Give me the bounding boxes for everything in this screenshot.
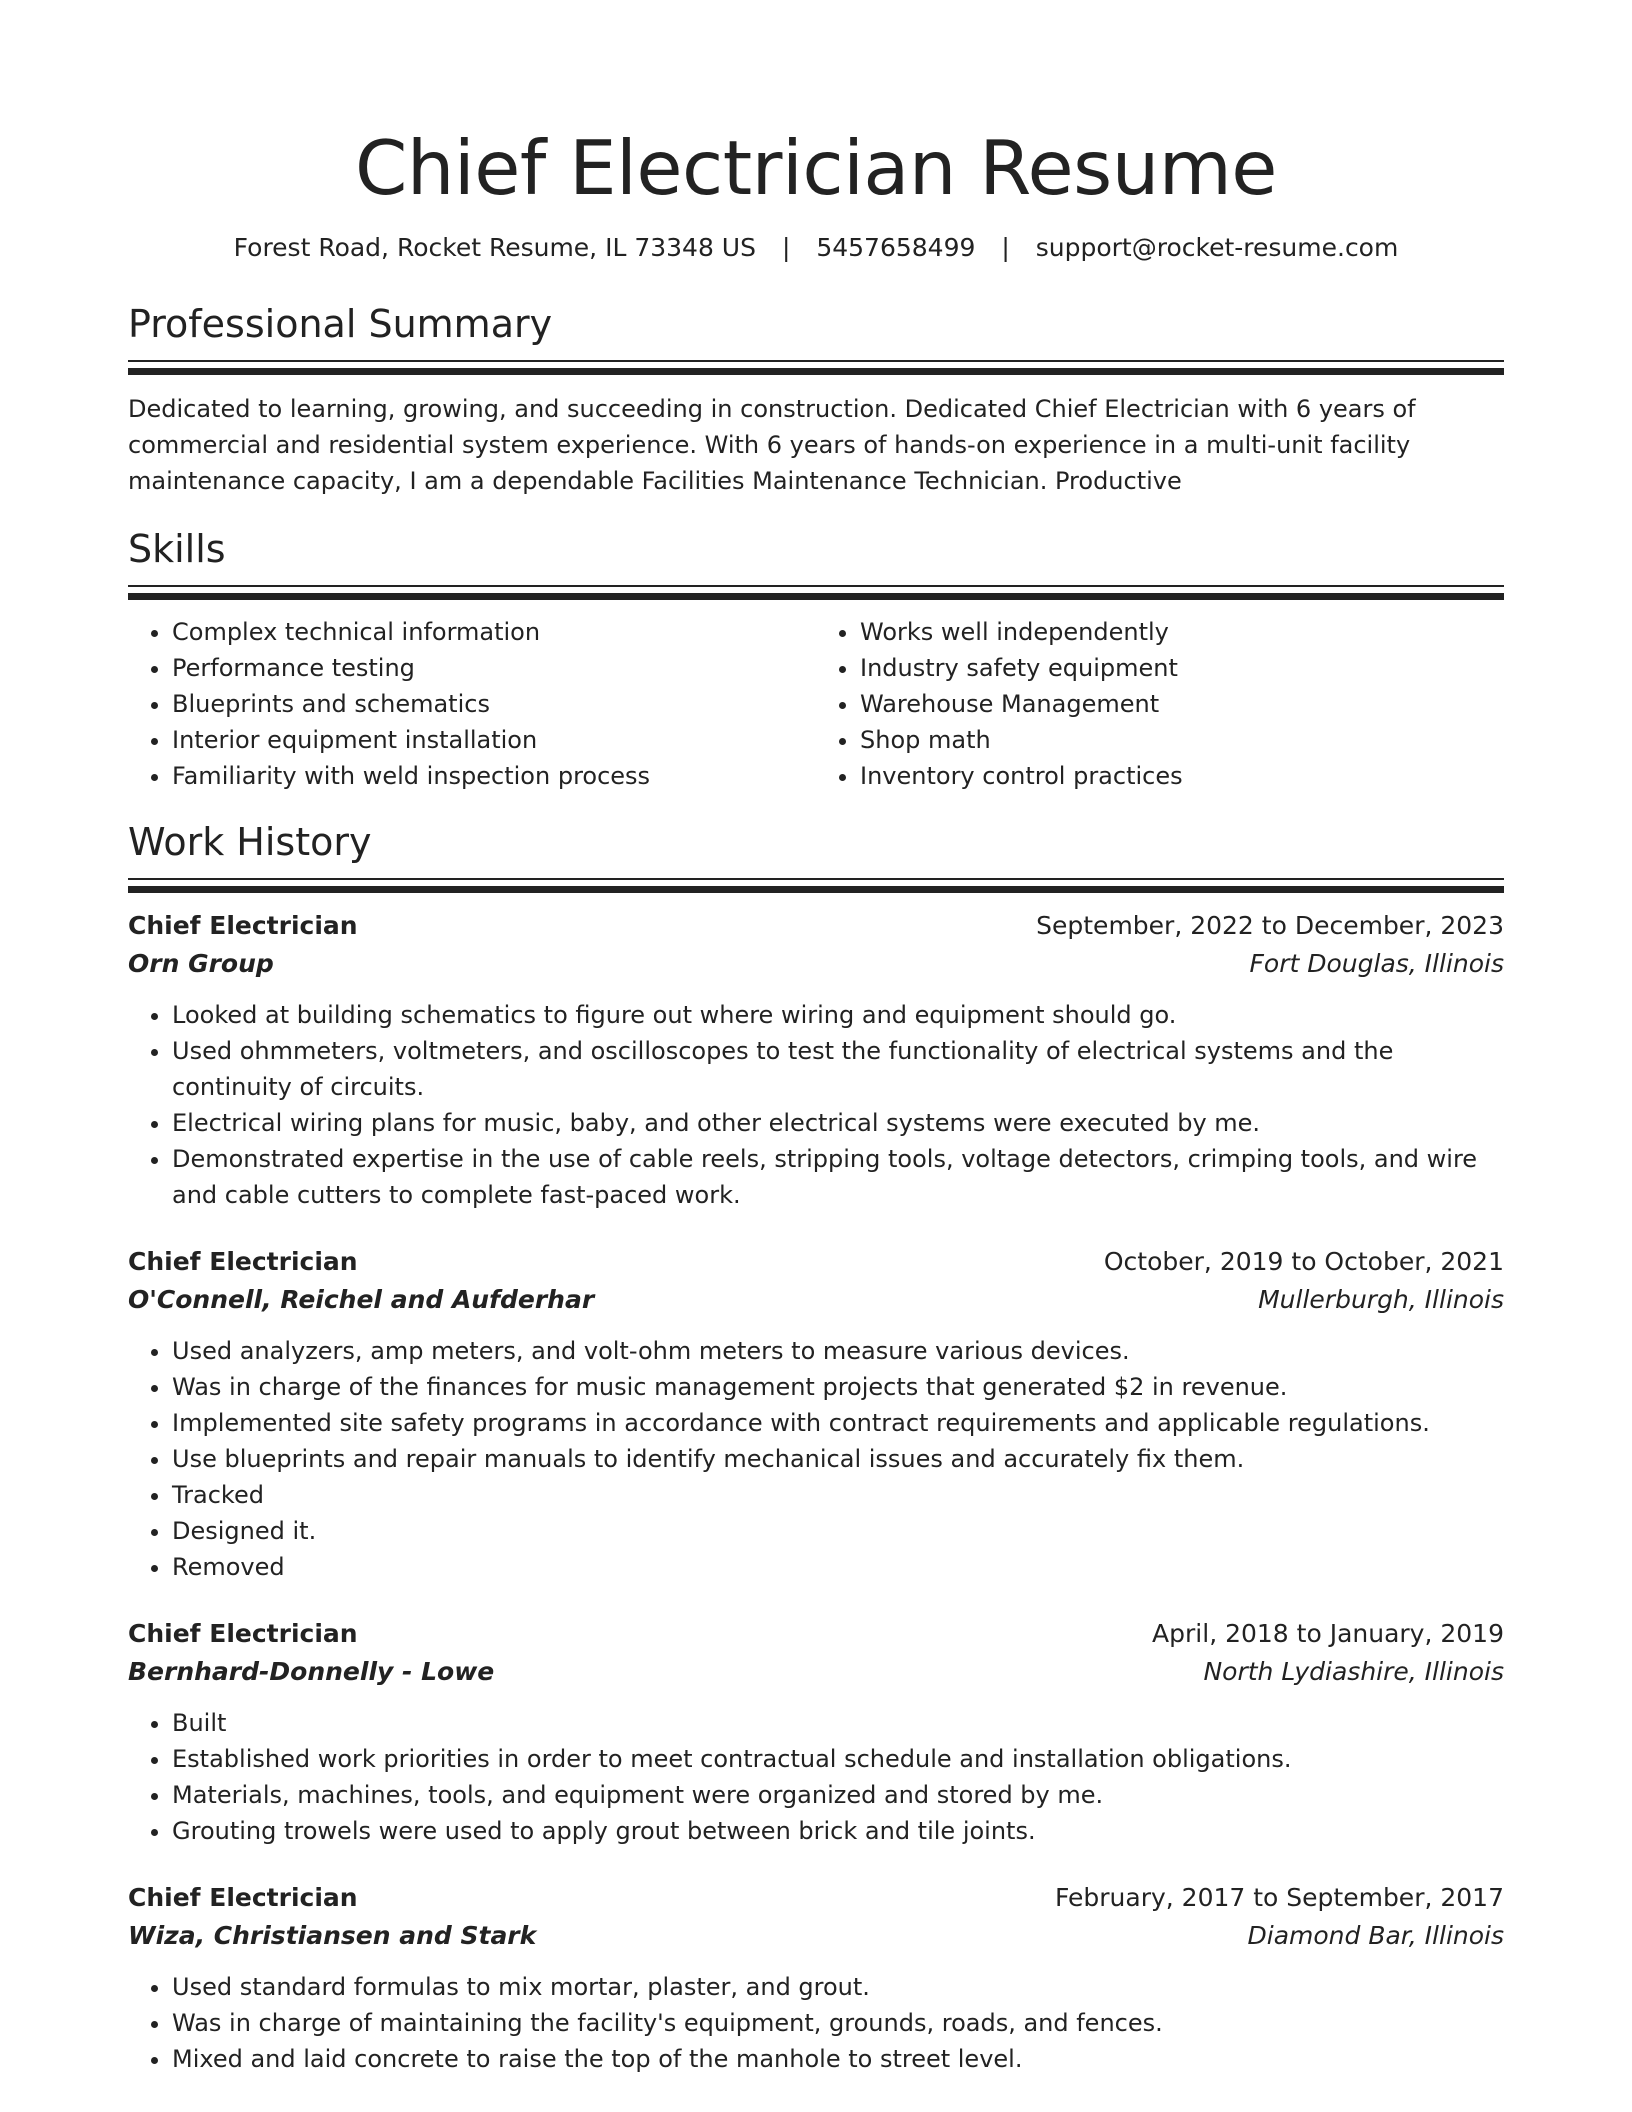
section-divider-thick	[128, 368, 1504, 375]
job-header-row	[128, 1879, 1504, 1917]
job-company: Bernhard-Donnelly - Lowe	[128, 1657, 495, 1686]
job-company: Wiza, Christiansen and Stark	[128, 1921, 537, 1950]
section-divider-thick	[128, 593, 1504, 600]
job-bullet: • Removed	[172, 1549, 1504, 1585]
job-bullet: • Used ohmmeters, voltmeters, and oscilloscopes to test the functionality of electrical systems and the continuity of circuits.	[172, 1033, 1504, 1105]
summary-section	[128, 300, 1504, 499]
job-dates: October, 2019 to October, 2021	[1103, 1247, 1504, 1276]
contact-phone: 5457658499	[816, 233, 976, 262]
job-location: Mullerburgh, Illinois	[1258, 1285, 1504, 1314]
job-bullets	[128, 1333, 1504, 1585]
skill-item: • Performance testing	[172, 650, 816, 686]
job-entry	[128, 1243, 1504, 1585]
job-bullet: • Demonstrated expertise in the use of cable reels, stripping tools, voltage detectors, crimping tools, and wire and cable cutters to complete fast-paced work.	[172, 1141, 1504, 1213]
job-dates: February, 2017 to September, 2017	[1055, 1883, 1504, 1912]
job-subheader-row	[128, 1917, 1504, 1955]
summary-heading: Professional Summary	[128, 302, 553, 346]
skills-list-right	[816, 614, 1504, 794]
skill-item: • Industry safety equipment	[860, 650, 1504, 686]
job-bullet: • Grouting trowels were used to apply grout between brick and tile joints.	[172, 1813, 1504, 1849]
job-location: Fort Douglas, Illinois	[1249, 949, 1504, 978]
job-header-row	[128, 1243, 1504, 1281]
job-title: Chief Electrician	[128, 1883, 358, 1912]
job-entry	[128, 1879, 1504, 2077]
job-location: North Lydiashire, Illinois	[1203, 1657, 1504, 1686]
job-bullet: • Implemented site safety programs in accordance with contract requirements and applicable regulations.	[172, 1405, 1504, 1441]
work-heading: Work History	[128, 820, 372, 864]
job-bullet: • Tracked	[172, 1477, 1504, 1513]
job-bullet: • Used standard formulas to mix mortar, plaster, and grout.	[172, 1969, 1504, 2005]
job-subheader-row	[128, 1653, 1504, 1691]
summary-text: Dedicated to learning, growing, and succeeding in construction. Dedicated Chief Electrician with 6 years of commercial and residential system experience. With 6 years of hands-on experience in a multi-unit facility maintenance capacity, I am a dependable Facilities Maintenance Technician. Productive	[128, 395, 1416, 495]
job-bullets	[128, 997, 1504, 1213]
skill-item: • Shop math	[860, 722, 1504, 758]
job-bullet: • Was in charge of maintaining the facility's equipment, grounds, roads, and fences.	[172, 2005, 1504, 2041]
resume-title: Chief Electrician Resume	[355, 124, 1277, 212]
section-divider	[128, 360, 1504, 362]
section-divider	[128, 878, 1504, 880]
contact-line	[128, 230, 1504, 266]
job-bullet: • Designed it.	[172, 1513, 1504, 1549]
job-company: O'Connell, Reichel and Aufderhar	[128, 1285, 595, 1314]
skills-list-left	[128, 614, 816, 794]
job-header-row	[128, 1615, 1504, 1653]
skill-item: • Interior equipment installation	[172, 722, 816, 758]
job-bullet: • Materials, machines, tools, and equipment were organized and stored by me.	[172, 1777, 1504, 1813]
job-title: Chief Electrician	[128, 1619, 358, 1648]
skill-item: • Familiarity with weld inspection process	[172, 758, 816, 794]
job-subheader-row	[128, 1281, 1504, 1319]
job-subheader-row	[128, 945, 1504, 983]
skills-section	[128, 525, 1504, 794]
job-bullets	[128, 1705, 1504, 1849]
job-bullet: • Mixed and laid concrete to raise the top of the manhole to street level.	[172, 2041, 1504, 2077]
resume-page	[128, 0, 1504, 2077]
job-bullet: • Looked at building schematics to figure out where wiring and equipment should go.	[172, 997, 1504, 1033]
skill-item: • Warehouse Management	[860, 686, 1504, 722]
job-title: Chief Electrician	[128, 1247, 358, 1276]
job-entry	[128, 1615, 1504, 1849]
section-divider-thick	[128, 886, 1504, 893]
job-bullet: • Built	[172, 1705, 1504, 1741]
job-bullet: • Electrical wiring plans for music, baby, and other electrical systems were executed by me.	[172, 1105, 1504, 1141]
job-location: Diamond Bar, Illinois	[1247, 1921, 1504, 1950]
job-bullets	[128, 1969, 1504, 2077]
work-section	[128, 818, 1504, 2077]
skill-item: • Works well independently	[860, 614, 1504, 650]
job-dates: September, 2022 to December, 2023	[1036, 911, 1504, 940]
contact-address: Forest Road, Rocket Resume, IL 73348 US	[233, 233, 756, 262]
job-header-row	[128, 907, 1504, 945]
job-company: Orn Group	[128, 949, 274, 978]
contact-separator: |	[781, 233, 791, 262]
skill-item: • Complex technical information	[172, 614, 816, 650]
job-title: Chief Electrician	[128, 911, 358, 940]
job-dates: April, 2018 to January, 2019	[1152, 1619, 1504, 1648]
job-bullet: • Established work priorities in order to meet contractual schedule and installation obligations.	[172, 1741, 1504, 1777]
job-bullet: • Was in charge of the finances for music management projects that generated $2 in revenue.	[172, 1369, 1504, 1405]
skills-heading: Skills	[128, 527, 226, 571]
contact-email: support@rocket-resume.com	[1035, 233, 1399, 262]
job-entry	[128, 907, 1504, 1213]
contact-separator: |	[1001, 233, 1010, 262]
job-bullet: • Use blueprints and repair manuals to identify mechanical issues and accurately fix them.	[172, 1441, 1504, 1477]
section-divider	[128, 585, 1504, 587]
job-bullet: • Used analyzers, amp meters, and volt-ohm meters to measure various devices.	[172, 1333, 1504, 1369]
skill-item: • Blueprints and schematics	[172, 686, 816, 722]
skill-item: • Inventory control practices	[860, 758, 1504, 794]
skills-grid	[128, 614, 1504, 794]
